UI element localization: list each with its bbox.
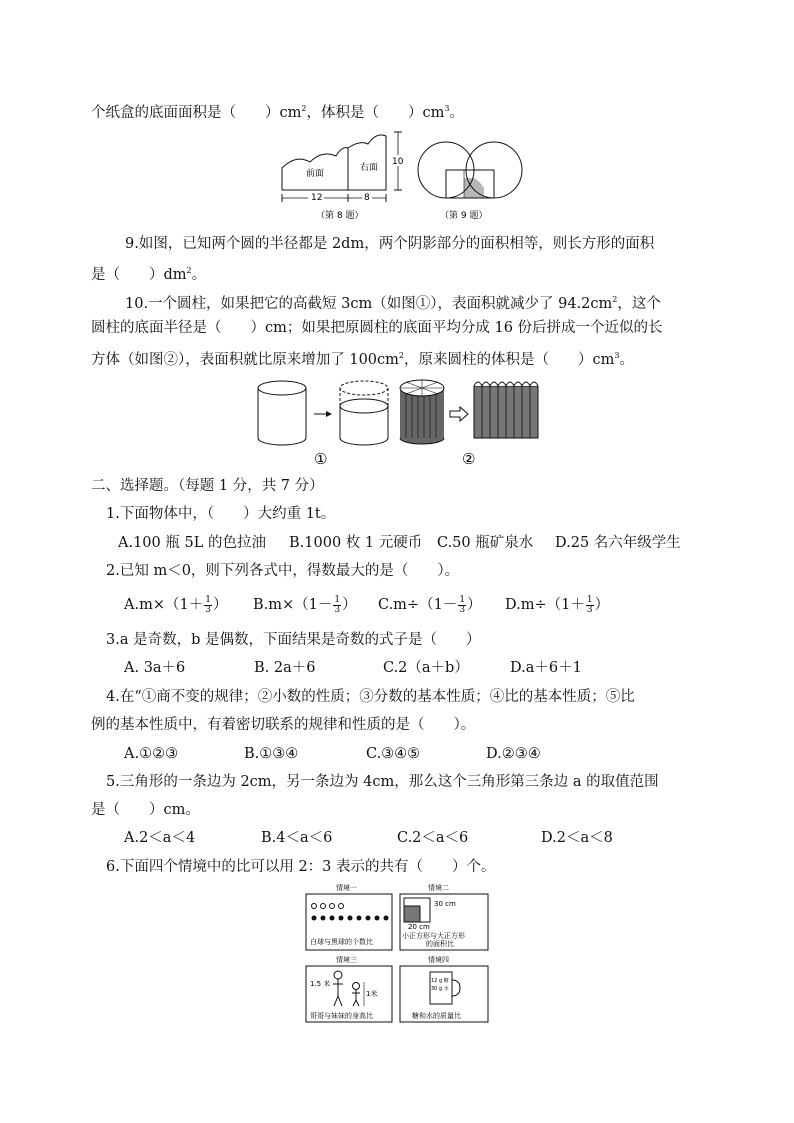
c3-question: 3.a 是奇数，b 是偶数，下面结果是奇数的式子是（ ） bbox=[106, 632, 481, 648]
c5-option-a: A.2＜a＜4 bbox=[124, 830, 196, 846]
c1-question: 1.下面物体中，（ ）大约重 1t。 bbox=[106, 506, 336, 522]
q10-line-2: 圆柱的底面半径是（ ）cm；如果把原圆柱的底面平均分成 16 份后拼成一个近似的长 bbox=[91, 320, 663, 336]
frac-num: 1 bbox=[205, 594, 211, 605]
fraction-one-third bbox=[204, 596, 212, 615]
c2-d-text: D.m÷（1＋ bbox=[505, 597, 585, 613]
q10-line-1 bbox=[125, 290, 661, 314]
height-10: 10 bbox=[392, 157, 404, 167]
fraction-one-third bbox=[333, 596, 341, 615]
scene-4 bbox=[400, 955, 488, 1022]
q9-line-2 bbox=[91, 261, 206, 285]
scenes-figure bbox=[300, 880, 492, 1026]
c2-a-text: A.m×（1＋ bbox=[124, 597, 204, 613]
sup-3: 3 bbox=[444, 104, 450, 113]
c2-option-d bbox=[505, 595, 609, 615]
c2-question: 2.已知 m＜0，则下列各式中，得数最大的是（ ）。 bbox=[106, 563, 460, 579]
c2-option-a bbox=[124, 595, 227, 615]
c5-option-c: C.2＜a＜6 bbox=[397, 830, 469, 846]
front-label: 前面 bbox=[306, 169, 325, 179]
q10-sup-1: 2 bbox=[612, 295, 618, 304]
c1-option-d: D.25 名六年级学生 bbox=[555, 535, 681, 551]
frac-den: 3 bbox=[459, 604, 466, 615]
frac-den: 3 bbox=[205, 604, 211, 615]
c2-close: ） bbox=[212, 597, 228, 613]
c2-b-text: B.m×（1－ bbox=[253, 597, 333, 613]
fig-circle-1: ① bbox=[314, 450, 328, 468]
scene-3-caption: 哥哥与妹妹的身高比 bbox=[310, 1012, 373, 1020]
scene-1-title: 情境一 bbox=[336, 884, 357, 892]
scene-3-title: 情境三 bbox=[336, 956, 357, 964]
c6-question: 6.下面四个情境中的比可以用 2：3 表示的共有（ ）个。 bbox=[106, 859, 496, 875]
q10-text-3b: ，原来圆柱的体积是（ ）cm bbox=[404, 351, 615, 368]
section-2-title: 二、选择题。（每题 1 分，共 7 分） bbox=[91, 478, 324, 494]
c4-option-a: A.①②③ bbox=[124, 746, 179, 762]
scene-4-label-2: 30 g 水 bbox=[431, 986, 449, 992]
c2-close: ） bbox=[342, 597, 357, 613]
fig-circle-2: ② bbox=[462, 450, 476, 468]
figure-9 bbox=[416, 140, 536, 226]
q10-text-3c: 。 bbox=[619, 351, 634, 368]
c2-c-text: C.m÷（1－ bbox=[378, 597, 458, 613]
c5-option-d: D.2＜a＜8 bbox=[541, 830, 613, 846]
q10-line-3 bbox=[91, 346, 634, 370]
scene-2-caption-2: 的面积比 bbox=[426, 940, 454, 948]
c3-option-d: D.a＋6＋1 bbox=[510, 660, 582, 676]
scene-2-small: 20 cm bbox=[408, 923, 430, 931]
q8-tail-line bbox=[91, 99, 464, 123]
q9-text: 是（ ）dm bbox=[91, 266, 187, 283]
q8-text-2: ，体积是（ ）cm bbox=[306, 104, 445, 121]
scene-4-caption: 糖和水的质量比 bbox=[412, 1012, 461, 1020]
q8-text-1: 个纸盒的底面面积是（ ）cm bbox=[91, 104, 302, 121]
scene-2-big: 30 cm bbox=[434, 900, 456, 908]
q10-text-3a: 方体（如图②），表面积就比原来增加了 100cm bbox=[91, 351, 399, 368]
c4-option-c: C.③④⑤ bbox=[366, 746, 421, 762]
q10-sup-3: 2 bbox=[398, 351, 404, 360]
c4-line-1: 4.在“①商不变的规律；②小数的性质；③分数的基本性质；④比的基本性质；⑤比 bbox=[106, 689, 635, 705]
scene-3 bbox=[306, 955, 392, 1022]
c2-close: ） bbox=[594, 597, 610, 613]
c3-option-c: C.2（a＋b） bbox=[383, 660, 469, 676]
scene-4-title: 情境四 bbox=[428, 956, 449, 964]
c1-option-a: A.100 瓶 5L 的色拉油 bbox=[118, 535, 266, 551]
len-8: 8 bbox=[364, 193, 370, 203]
frac-num: 1 bbox=[459, 594, 466, 605]
c2-option-c bbox=[378, 595, 482, 615]
scene-2-caption-1: 小正方形与大正方形 bbox=[402, 932, 465, 940]
c2-option-b bbox=[253, 595, 357, 615]
frac-num: 1 bbox=[586, 594, 593, 605]
q9-sup: 2 bbox=[186, 266, 192, 275]
scene-3-h2: 1米 bbox=[366, 990, 378, 998]
fig9-caption: （第 9 题） bbox=[440, 211, 488, 221]
c5-line-1: 5.三角形的一条边为 2cm，另一条边为 4cm，那么这个三角形第三条边 a 的取值范围 bbox=[106, 774, 659, 790]
figure-8 bbox=[276, 128, 416, 224]
c4-option-b: B.①③④ bbox=[244, 746, 299, 762]
c4-option-d: D.②③④ bbox=[486, 746, 541, 762]
len-12: 12 bbox=[311, 193, 323, 203]
q10-sup-4: 3 bbox=[614, 351, 620, 360]
frac-den: 3 bbox=[586, 604, 593, 615]
q10-text-1a: 10.一个圆柱，如果把它的高截短 3cm（如图①），表面积就减少了 94.2cm bbox=[125, 295, 613, 312]
c5-line-2: 是（ ）cm。 bbox=[91, 802, 200, 818]
q10-text-1b: ，这个 bbox=[617, 295, 661, 312]
scene-1 bbox=[306, 883, 392, 950]
scene-4-label-1: 12 g 糖 bbox=[431, 978, 449, 984]
q10-figure bbox=[254, 376, 544, 468]
scene-3-h1: 1.5 米 bbox=[310, 980, 331, 988]
q8-text-3: 。 bbox=[449, 104, 464, 121]
c4-line-2: 例的基本性质中，有着密切联系的规律和性质的是（ ）。 bbox=[91, 717, 476, 733]
scene-2-title: 情境二 bbox=[428, 884, 449, 892]
scene-2 bbox=[400, 883, 488, 950]
c5-option-b: B.4＜a＜6 bbox=[261, 830, 333, 846]
right-label: 右面 bbox=[360, 163, 379, 173]
q9-end: 。 bbox=[191, 266, 207, 283]
fig8-caption: （第 8 题） bbox=[316, 211, 364, 221]
c2-close: ） bbox=[467, 597, 482, 613]
q9-line-1: 9.如图，已知两个圆的半径都是 2dm，两个阴影部分的面积相等，则长方形的面积 bbox=[125, 236, 655, 252]
fraction-one-third bbox=[458, 596, 466, 615]
c1-option-b: B.1000 枚 1 元硬币 bbox=[289, 535, 423, 551]
fraction-one-third bbox=[586, 596, 594, 615]
scene-1-caption: 白球与黑球的个数比 bbox=[310, 938, 373, 946]
sup-2: 2 bbox=[301, 104, 307, 113]
c3-option-a: A. 3a＋6 bbox=[124, 660, 186, 676]
c1-option-c: C.50 瓶矿泉水 bbox=[437, 535, 534, 551]
c3-option-b: B. 2a＋6 bbox=[254, 660, 316, 676]
frac-den: 3 bbox=[334, 604, 341, 615]
frac-num: 1 bbox=[334, 594, 341, 605]
